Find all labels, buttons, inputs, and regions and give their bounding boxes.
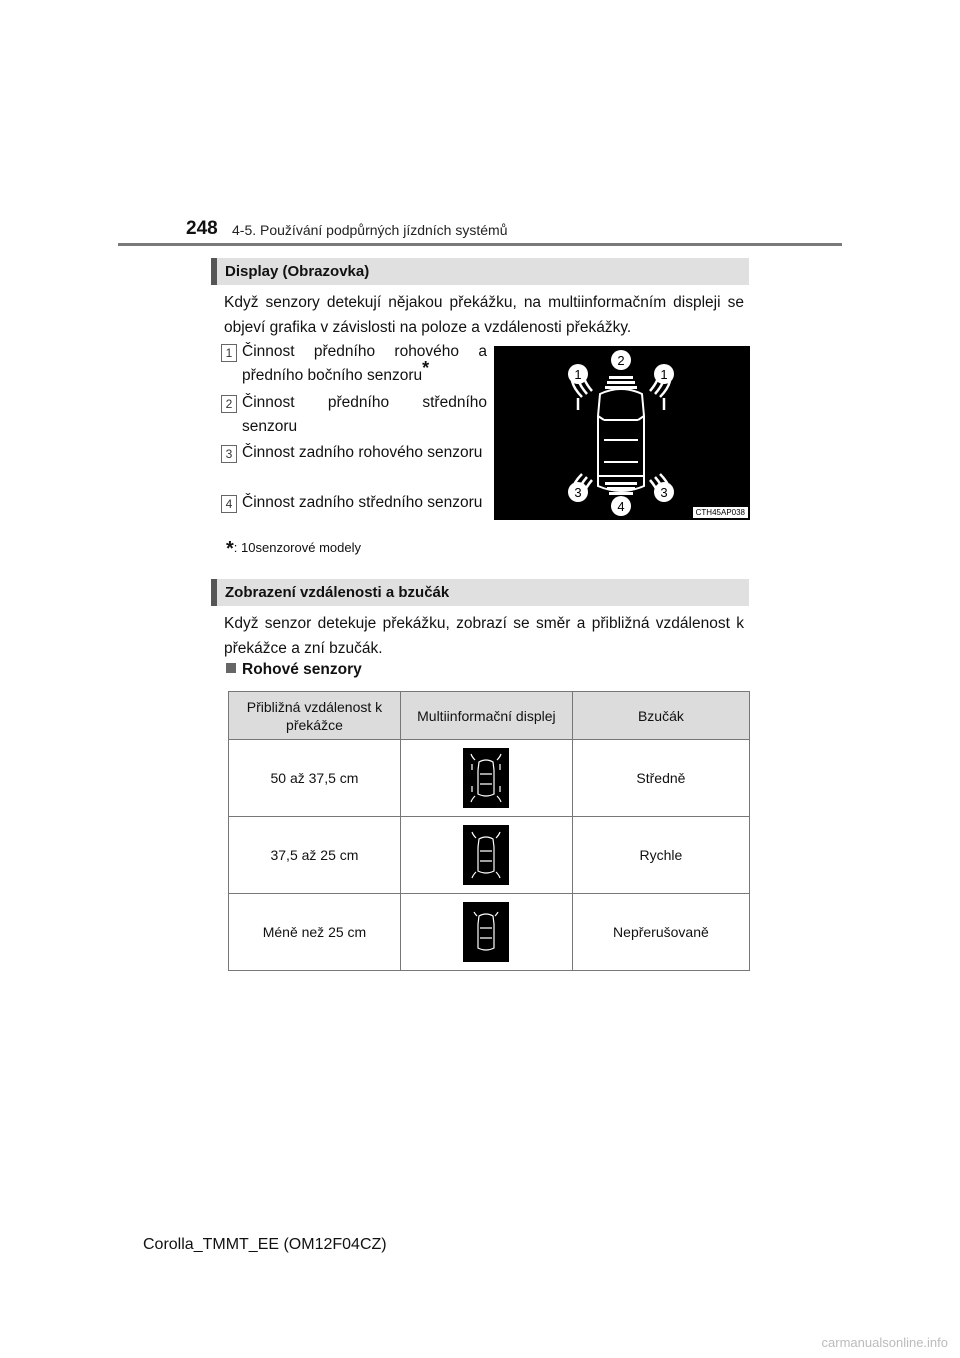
svg-text:1: 1 xyxy=(660,367,668,382)
table-row xyxy=(229,740,750,817)
item-number-2: 2 xyxy=(221,395,237,413)
display-cell xyxy=(400,740,572,817)
buzzer-cell: Středně xyxy=(572,740,749,817)
buzzer-cell: Rychle xyxy=(572,817,749,894)
display-thumbnail-image xyxy=(463,902,509,962)
column-header-display: Multiinformační displej xyxy=(400,692,572,740)
callout-1-right xyxy=(654,364,674,384)
item-text-1: Činnost předního rohového a předního bočního senzoru* xyxy=(242,343,487,384)
distance-cell: Méně než 25 cm xyxy=(229,894,401,971)
subheading-corner-sensors: Rohové senzory xyxy=(226,661,362,679)
page-number: 248 xyxy=(186,218,218,239)
footnote-marker: * xyxy=(422,357,430,378)
display-intro-paragraph: Když senzory detekují nějakou překážku, na multiinformačním displeji se objeví grafika v závislosti na poloze a vzdálenosti překážky. xyxy=(224,294,744,336)
table-header-row xyxy=(229,692,750,740)
distance-cell: 37,5 až 25 cm xyxy=(229,817,401,894)
header-divider xyxy=(118,243,842,246)
item-text-3: Činnost zadního rohového senzoru xyxy=(242,444,483,461)
section-heading-distance: Zobrazení vzdálenosti a bzučák xyxy=(211,579,749,606)
svg-text:3: 3 xyxy=(660,485,668,500)
item-number-1: 1 xyxy=(221,344,237,362)
item-number-4: 4 xyxy=(221,495,237,513)
callout-4 xyxy=(611,496,631,516)
display-thumbnail-image xyxy=(463,748,509,808)
column-header-buzzer: Bzučák xyxy=(572,692,749,740)
display-cell xyxy=(400,817,572,894)
svg-text:2: 2 xyxy=(617,353,625,368)
square-bullet-icon xyxy=(226,663,236,673)
callout-3-right xyxy=(654,482,674,502)
item-text-4: Činnost zadního středního senzoru xyxy=(242,494,483,511)
column-header-distance: Přibližná vzdálenost k překážce xyxy=(229,692,401,740)
callout-1-left xyxy=(568,364,588,384)
car-sensor-diagram xyxy=(494,346,750,520)
chapter-title: 4-5. Používání podpůrných jízdních systémů xyxy=(232,222,508,238)
footnote: *: 10senzorové modely xyxy=(226,538,361,560)
distance-cell: 50 až 37,5 cm xyxy=(229,740,401,817)
car-interior-lines xyxy=(604,420,638,476)
section-heading-display: Display (Obrazovka) xyxy=(211,258,749,285)
figure-code: CTH45AP038 xyxy=(693,507,748,518)
distance-intro-paragraph: Když senzor detekuje překážku, zobrazí se směr a přibližná vzdálenost k překážce a zní bzučák. xyxy=(224,615,744,657)
svg-text:3: 3 xyxy=(574,485,582,500)
callout-3-left xyxy=(568,482,588,502)
display-thumbnail-image xyxy=(463,825,509,885)
svg-text:1: 1 xyxy=(574,367,582,382)
callout-2 xyxy=(611,350,631,370)
buzzer-cell: Nepřerušovaně xyxy=(572,894,749,971)
document-id-footer: Corolla_TMMT_EE (OM12F04CZ) xyxy=(143,1236,387,1253)
item-text-2: Činnost předního středního senzoru xyxy=(242,394,487,435)
display-cell xyxy=(400,894,572,971)
svg-text:4: 4 xyxy=(617,499,625,514)
table-row xyxy=(229,817,750,894)
distance-table xyxy=(228,691,750,971)
sensor-display-figure xyxy=(494,346,750,520)
table-row xyxy=(229,894,750,971)
item-number-3: 3 xyxy=(221,445,237,463)
watermark: carmanualsonline.info xyxy=(821,1335,948,1350)
